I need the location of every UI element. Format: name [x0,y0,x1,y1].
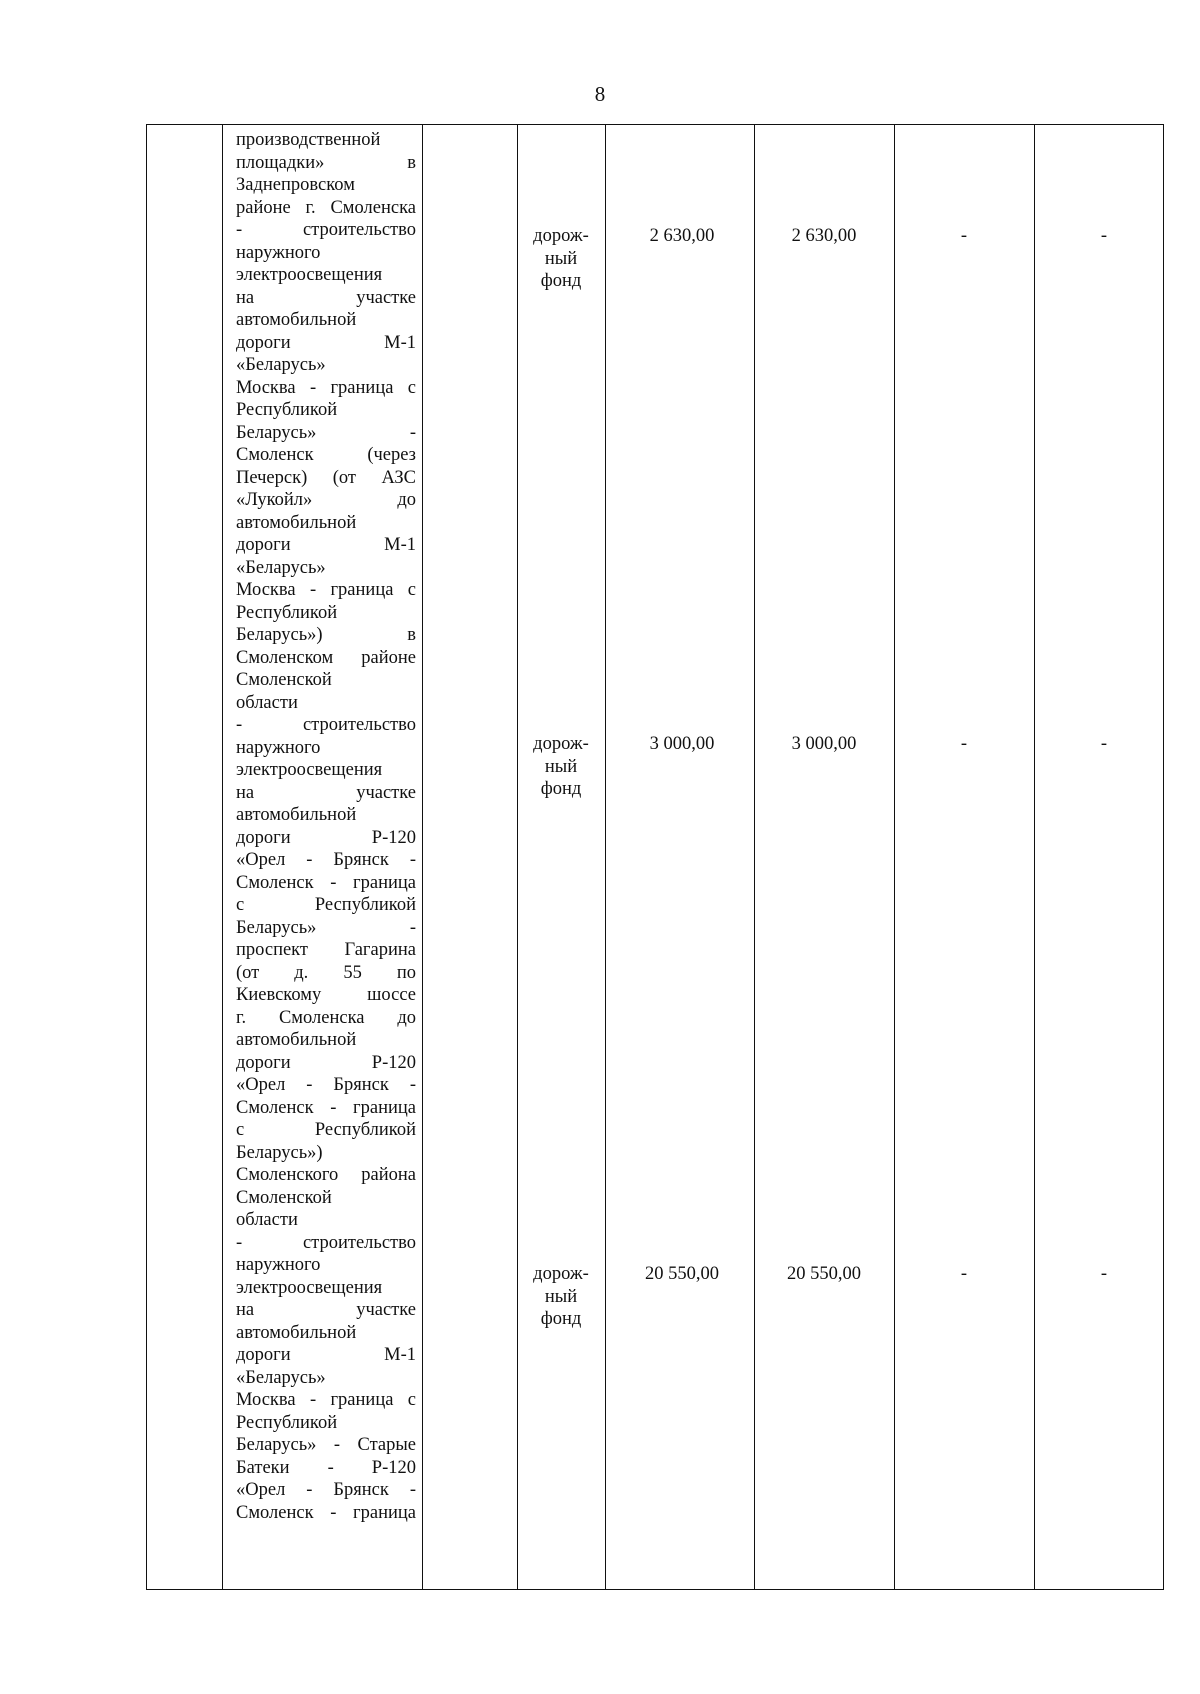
column-divider [754,125,755,1589]
column-divider [517,125,518,1589]
column-divider [222,125,223,1589]
description-line: Заднепровском [236,175,355,195]
description-line: дороги М-1 [236,1345,416,1365]
description-line: на участке [236,287,416,308]
budget-table [146,124,1164,1590]
description-line: Беларусь» - [236,422,416,443]
description-line: проспект Гагарина [236,940,416,960]
description-line: дороги Р-120 [236,1052,416,1073]
column-divider [605,125,606,1589]
description-line: с Республикой [236,895,416,915]
description-line: на участке [236,1300,416,1320]
description-line: - строительство [236,1232,416,1253]
description-line: Москва - граница с [236,1390,416,1410]
funding-source-line: дорож- [533,734,589,754]
description-line: Беларусь» - [236,917,416,938]
description-line: дороги М-1 [236,535,416,555]
funding-source-line: фонд [540,779,582,799]
description-line: Республикой [236,1412,338,1433]
description-line: «Лукойл» до [236,490,416,510]
year1-amount-cell: 20 550,00 [787,1264,861,1284]
description-line: Смоленском районе [236,647,416,668]
total-amount-cell: 2 630,00 [649,226,715,246]
description-line: наружного [236,1255,321,1275]
description-line: «Орел - Брянск - [236,1480,416,1500]
description-line: электроосвещения [236,265,383,285]
description-line: автомобильной [236,1322,357,1343]
year3-amount-cell: - [1100,226,1108,246]
description-line: Киевскому шоссе [236,985,416,1005]
description-line: - строительство [236,220,416,240]
description-line: г. Смоленска до [236,1007,416,1028]
description-line: Смоленского района [236,1165,416,1185]
description-line: «Беларусь» [236,355,326,375]
year3-amount-cell: - [1100,734,1108,754]
description-line: Смоленск (через [236,445,416,465]
description-line: автомобильной [236,512,357,533]
description-line: области [236,1210,298,1230]
description-line: наружного [236,242,321,263]
description-line: Москва - граница с [236,377,416,398]
description-line: «Беларусь» [236,1367,326,1388]
description-line: - строительство [236,715,416,735]
funding-source-line: ный [544,248,578,269]
year2-amount-cell: - [960,734,968,754]
description-line: на участке [236,782,416,803]
funding-source-cell [522,225,600,293]
column-divider [894,125,895,1589]
description-line: «Беларусь» [236,557,326,578]
description-line: Смоленск - граница [236,1097,416,1118]
funding-source-line: дорож- [533,226,589,246]
description-line: Беларусь» - Старые [236,1435,416,1455]
year1-amount-cell: 2 630,00 [791,226,857,246]
description-line: Республикой [236,602,338,623]
funding-source-line: ный [544,756,578,777]
description-line: Смоленск - граница [236,1502,416,1523]
funding-source-line: ный [544,1286,578,1307]
description-line: дороги Р-120 [236,827,416,848]
funding-source-line: фонд [540,271,582,291]
description-line: Печерск) (от АЗС [236,467,416,488]
description-line: (от д. 55 по [236,962,416,983]
column-divider [422,125,423,1589]
total-amount-cell: 20 550,00 [645,1264,719,1284]
description-line: Батеки - Р-120 [236,1457,416,1478]
column-divider [1034,125,1035,1589]
description-line: «Орел - Брянск - [236,1075,416,1095]
description-line: автомобильной [236,310,357,330]
description-line: автомобильной [236,805,357,825]
description-line: Смоленской [236,1187,332,1208]
funding-source-cell [522,733,600,801]
year1-amount-cell: 3 000,00 [791,734,857,754]
year2-amount-cell: - [960,1264,968,1284]
description-line: «Орел - Брянск - [236,850,416,870]
description-line: Республикой [236,400,338,420]
description-line: электроосвещения [236,1277,383,1298]
year2-amount-cell: - [960,226,968,246]
year3-amount-cell: - [1100,1264,1108,1284]
description-line: Беларусь») [236,1142,323,1163]
description-line: электроосвещения [236,760,383,780]
funding-source-line: фонд [540,1309,582,1329]
page-number: 8 [594,82,606,106]
description-line: Москва - граница с [236,580,416,600]
description-line: Смоленской [236,670,332,690]
description-line: районе г. Смоленска [236,197,416,218]
description-line: области [236,692,298,713]
object-description-cell [236,129,416,1524]
description-line: Смоленск - граница [236,872,416,893]
total-amount-cell: 3 000,00 [649,734,715,754]
description-line: дороги М-1 [236,332,416,353]
description-line: Беларусь») в [236,625,416,645]
description-line: с Республикой [236,1120,416,1140]
description-line: производственной [236,130,381,150]
description-line: автомобильной [236,1030,357,1050]
funding-source-line: дорож- [533,1264,589,1284]
description-line: площадки» в [236,152,416,173]
description-line: наружного [236,737,321,758]
funding-source-cell [522,1263,600,1331]
